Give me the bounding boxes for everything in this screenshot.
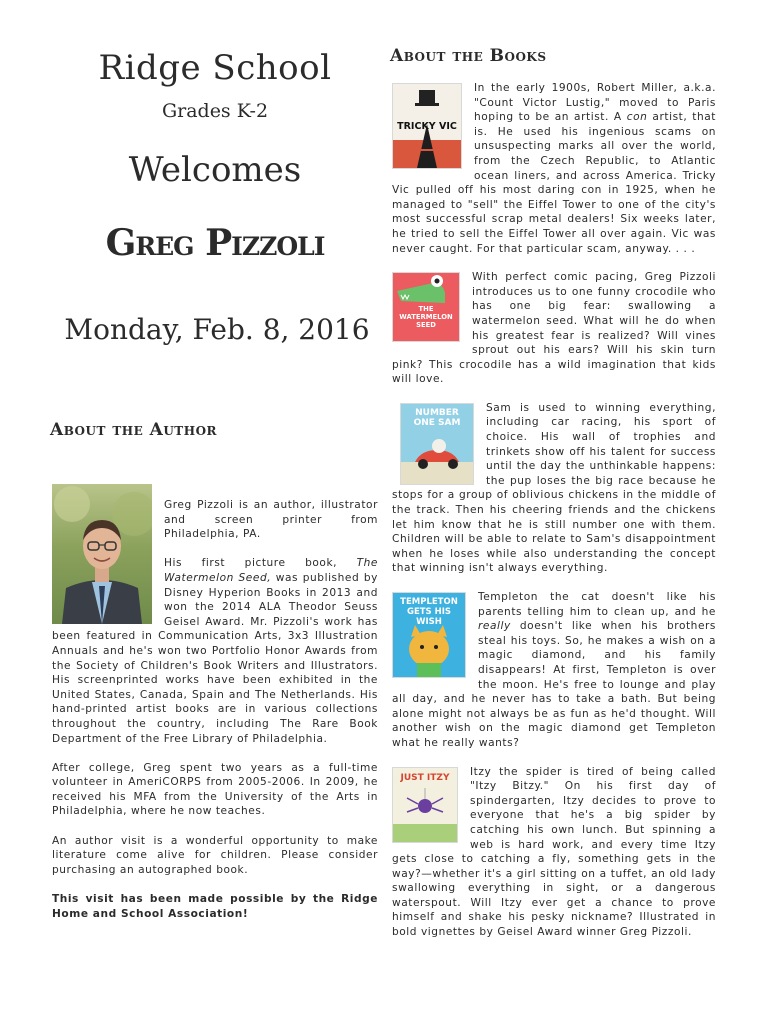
book-cover-tricky-vic [392,83,462,169]
book-description: In the early 1900s, Robert Miller, a.k.a. "Count Victor Lustig," moved to Paris hoping to be an artist. A [474,82,716,124]
book-entry-templeton [392,590,716,751]
grades-label: Grades K-2 [161,100,269,122]
book-entry-watermelon-seed [392,270,716,387]
about-books-heading: About the Books [390,46,547,66]
bio-text: was published by Disney Hyperion Books in 2013 and won the 2014 ALA Theodor Seuss Geisel Award. Mr. Pizzoli's work has been featured in Communication Arts, 3x3 Illustration Annuals and he's won two Portfolio Honor Awards from the Society of Children's Book Writers and Illustrators. His screenprinted works have been exhibited in the United States, Canada, Spain and The Netherlands. His hand-printed artist books are in various collections throughout the country, including The Rare Book Department of the Free Library of Philadelphia. [52,571,378,745]
book-cover-just-itzy [392,767,458,843]
book-cover-templeton [392,592,466,678]
book-description-emphasis: con [626,111,648,124]
book-entry-tricky-vic [392,81,716,256]
book-cover-number-one-sam [400,403,474,485]
about-books-section [392,81,716,940]
book-description: Itzy the spider is tired of being called "Itzy Bitzy." On his first day of spindergarten, Itzy decides to prove to everyone that he's a big spider by catching his own lunch. But spinning a web is hard work, and every time Itzy gets close to catching a fly, something gets in the way?—whether it's a girl sitting on a tuffet, an old lady swallowing everything in sight, or a dangerous waterspout. Will Itzy ever get a chance to prove himself and shake his pesky nickname? Illustrated in bold vignettes by Geisel Award winner Greg Pizzoli. [392,765,716,939]
about-author-heading: About the Author [50,420,218,440]
book-description: Sam is used to winning everything, including car racing, his sport of choice. His wall of trophies and trinkets show off his talent for success until the day the unthinkable happens: the pup loses the big race because he stops for a group of oblivious chickens in the middle of the track. Then his cheering friends and the chickens let him know that he is still number one with them. Children will be able to relate to Sam's disappointment when he loses while also understanding the concept that winning isn't always everything. [392,401,716,575]
book-entry-number-one-sam [392,401,716,576]
book-description: artist, that is. He used his ingenious scams on unsuspecting marks all over the world, from the Czech Republic, to Atlantic ocean liners, and across America. Tricky Vic pulled off his most daring con in 1925, when he managed to "sell" the Eiffel Tower to one of the city's most successful scrap metal dealers! Six weeks later, he tried to sell the Eiffel Tower all over again. Vic was never caught. For that particular scam, anyway. . . . [392,111,716,255]
book-description: With perfect comic pacing, Greg Pizzoli introduces us to one funny crocodile who has one big fear: swallowing a watermelon seed. What will he do when his greatest fear is realized? Will vines sprout out his ears? Will his skin turn pink? This crocodile has a wild imagination that kids will love. [392,271,716,386]
book-description-emphasis: really [478,620,511,633]
bio-text: His first picture book, [164,557,357,570]
book-description: doesn't like when his brothers steal his toys. So, he makes a wish on a magic diamond, and his family disappears! At first, Templeton is over the moon. He's free to lounge and play all day, and he never has to take a bath. But being alone might not always be as fun as he'd thought. Will another wish on the magic diamond get Templeton what he really wants? [392,620,716,749]
school-name: Ridge School [98,48,332,88]
templeton-cover-title: TEMPLETON GETS HIS WISH [400,597,458,627]
book-description: Templeton the cat doesn't like his parents telling him to clean up, and he [478,591,716,618]
just-itzy-cover-title: JUST ITZY [400,772,450,783]
book-cover-watermelon-seed [392,272,460,342]
author-bio-intro: Greg Pizzoli is an author, illustrator and screen printer from Philadelphia, PA. [164,499,378,541]
visit-date: Monday, Feb. 8, 2016 [64,313,370,346]
tricky-vic-cover-title: TRICKY VIC [397,121,457,132]
welcomes-label: Welcomes [128,150,302,190]
number-one-sam-cover-title: NUMBER ONE SAM [413,407,461,428]
author-bio-education: After college, Greg spent two years as a full-time volunteer in AmeriCORPS from 2005-2006. In 2009, he received his MFA from the University of the Arts in Philadelphia, where he now teaches. [52,761,378,818]
author-photo [52,484,152,624]
sponsor-note: This visit has been made possible by the Ridge Home and School Association! [52,893,378,920]
author-visit-note: An author visit is a wonderful opportunity to make literature come alive for children. Please consider purchasing an autographed book. [52,834,378,876]
book-title-watermelon: The Watermelon Seed, [164,557,378,584]
author-portrait-icon [52,484,152,624]
about-author-section [52,482,378,936]
book-entry-just-itzy [392,765,716,940]
author-name-title: Greg Pizzoli [105,222,325,264]
watermelon-cover-title: THE WATERMELON SEED [399,305,453,330]
